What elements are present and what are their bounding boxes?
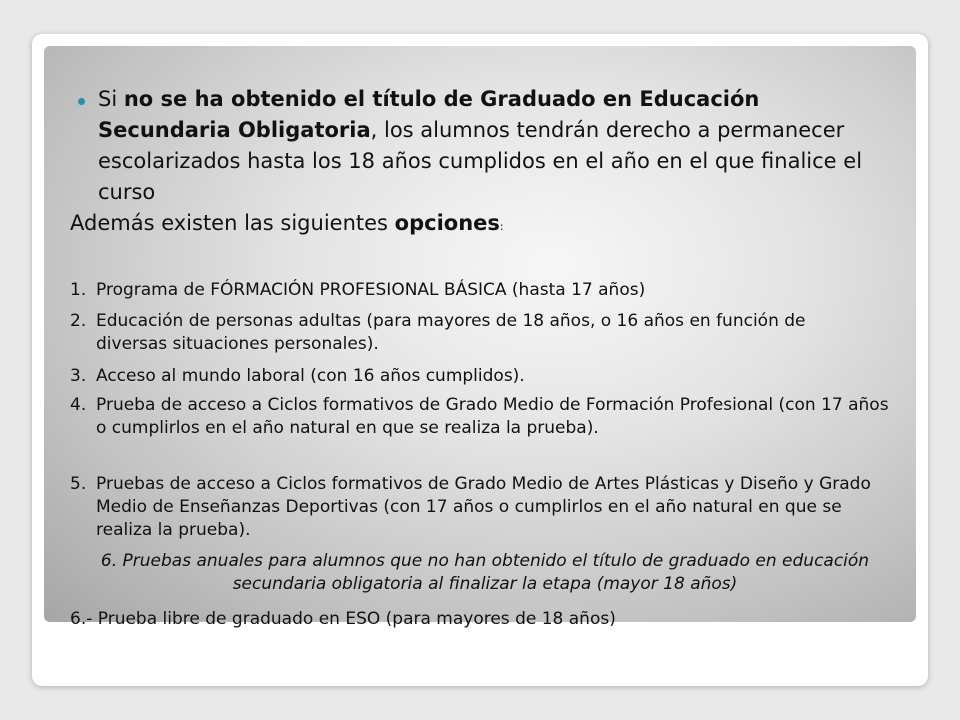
option-6-italic: 6. Pruebas anuales para alumnos que no han obtenido el título de graduado en educación secundaria obligatoria al finalizar la etapa (mayor 18 años) bbox=[100, 551, 870, 594]
opciones-heading bbox=[70, 208, 870, 242]
option-number: 5. bbox=[70, 474, 87, 494]
option-number: 4. bbox=[70, 395, 87, 415]
option-text: Prueba de acceso a Ciclos formativos de Grado Medio de Formación Profesional (con 17 años o cumplirlos en el año natural en que se realiza la prueba). bbox=[96, 395, 889, 438]
opciones-text: Además existen las siguientes bbox=[70, 211, 395, 235]
option-text: Acceso al mundo laboral (con 16 años cumplidos). bbox=[96, 366, 525, 386]
bullet-text-pre: Si bbox=[98, 87, 124, 111]
option-item-3 bbox=[70, 365, 870, 388]
bullet-text-post: , los alumnos tendrán derecho a permanecer escolarizados hasta los 18 años cumplidos en el año en el que finalice el curso bbox=[98, 118, 863, 204]
option-text: Programa de FÓRMACIÓN PROFESIONAL BÁSICA (hasta 17 años) bbox=[96, 280, 646, 300]
option-number: 2. bbox=[70, 311, 87, 331]
opciones-bold: opciones bbox=[394, 211, 500, 235]
option-item-2 bbox=[70, 310, 870, 356]
option-6-last: 6.- Prueba libre de graduado en ESO (para mayores de 18 años) bbox=[70, 609, 616, 629]
bullet-dot-icon bbox=[78, 98, 85, 105]
option-text: Pruebas de acceso a Ciclos formativos de Grado Medio de Artes Plásticas y Diseño y Grado Medio de Enseñanzas Deportivas (con 17 años o cumplirlos en el año natural en que se realiza la prueba). bbox=[96, 474, 871, 540]
option-item-4 bbox=[70, 394, 890, 440]
bullet-paragraph bbox=[98, 84, 878, 208]
opciones-colon: : bbox=[499, 220, 504, 233]
option-number: 1. bbox=[70, 280, 87, 300]
bullet-text-bold: no se ha obtenido el título de Graduado en Educación Secundaria Obligatoria bbox=[98, 87, 760, 142]
option-text: Educación de personas adultas (para mayores de 18 años, o 16 años en función de diversas situaciones personales). bbox=[96, 311, 806, 354]
option-number: 3. bbox=[70, 366, 87, 386]
option-item-1 bbox=[70, 279, 870, 302]
option-item-5 bbox=[70, 473, 890, 542]
